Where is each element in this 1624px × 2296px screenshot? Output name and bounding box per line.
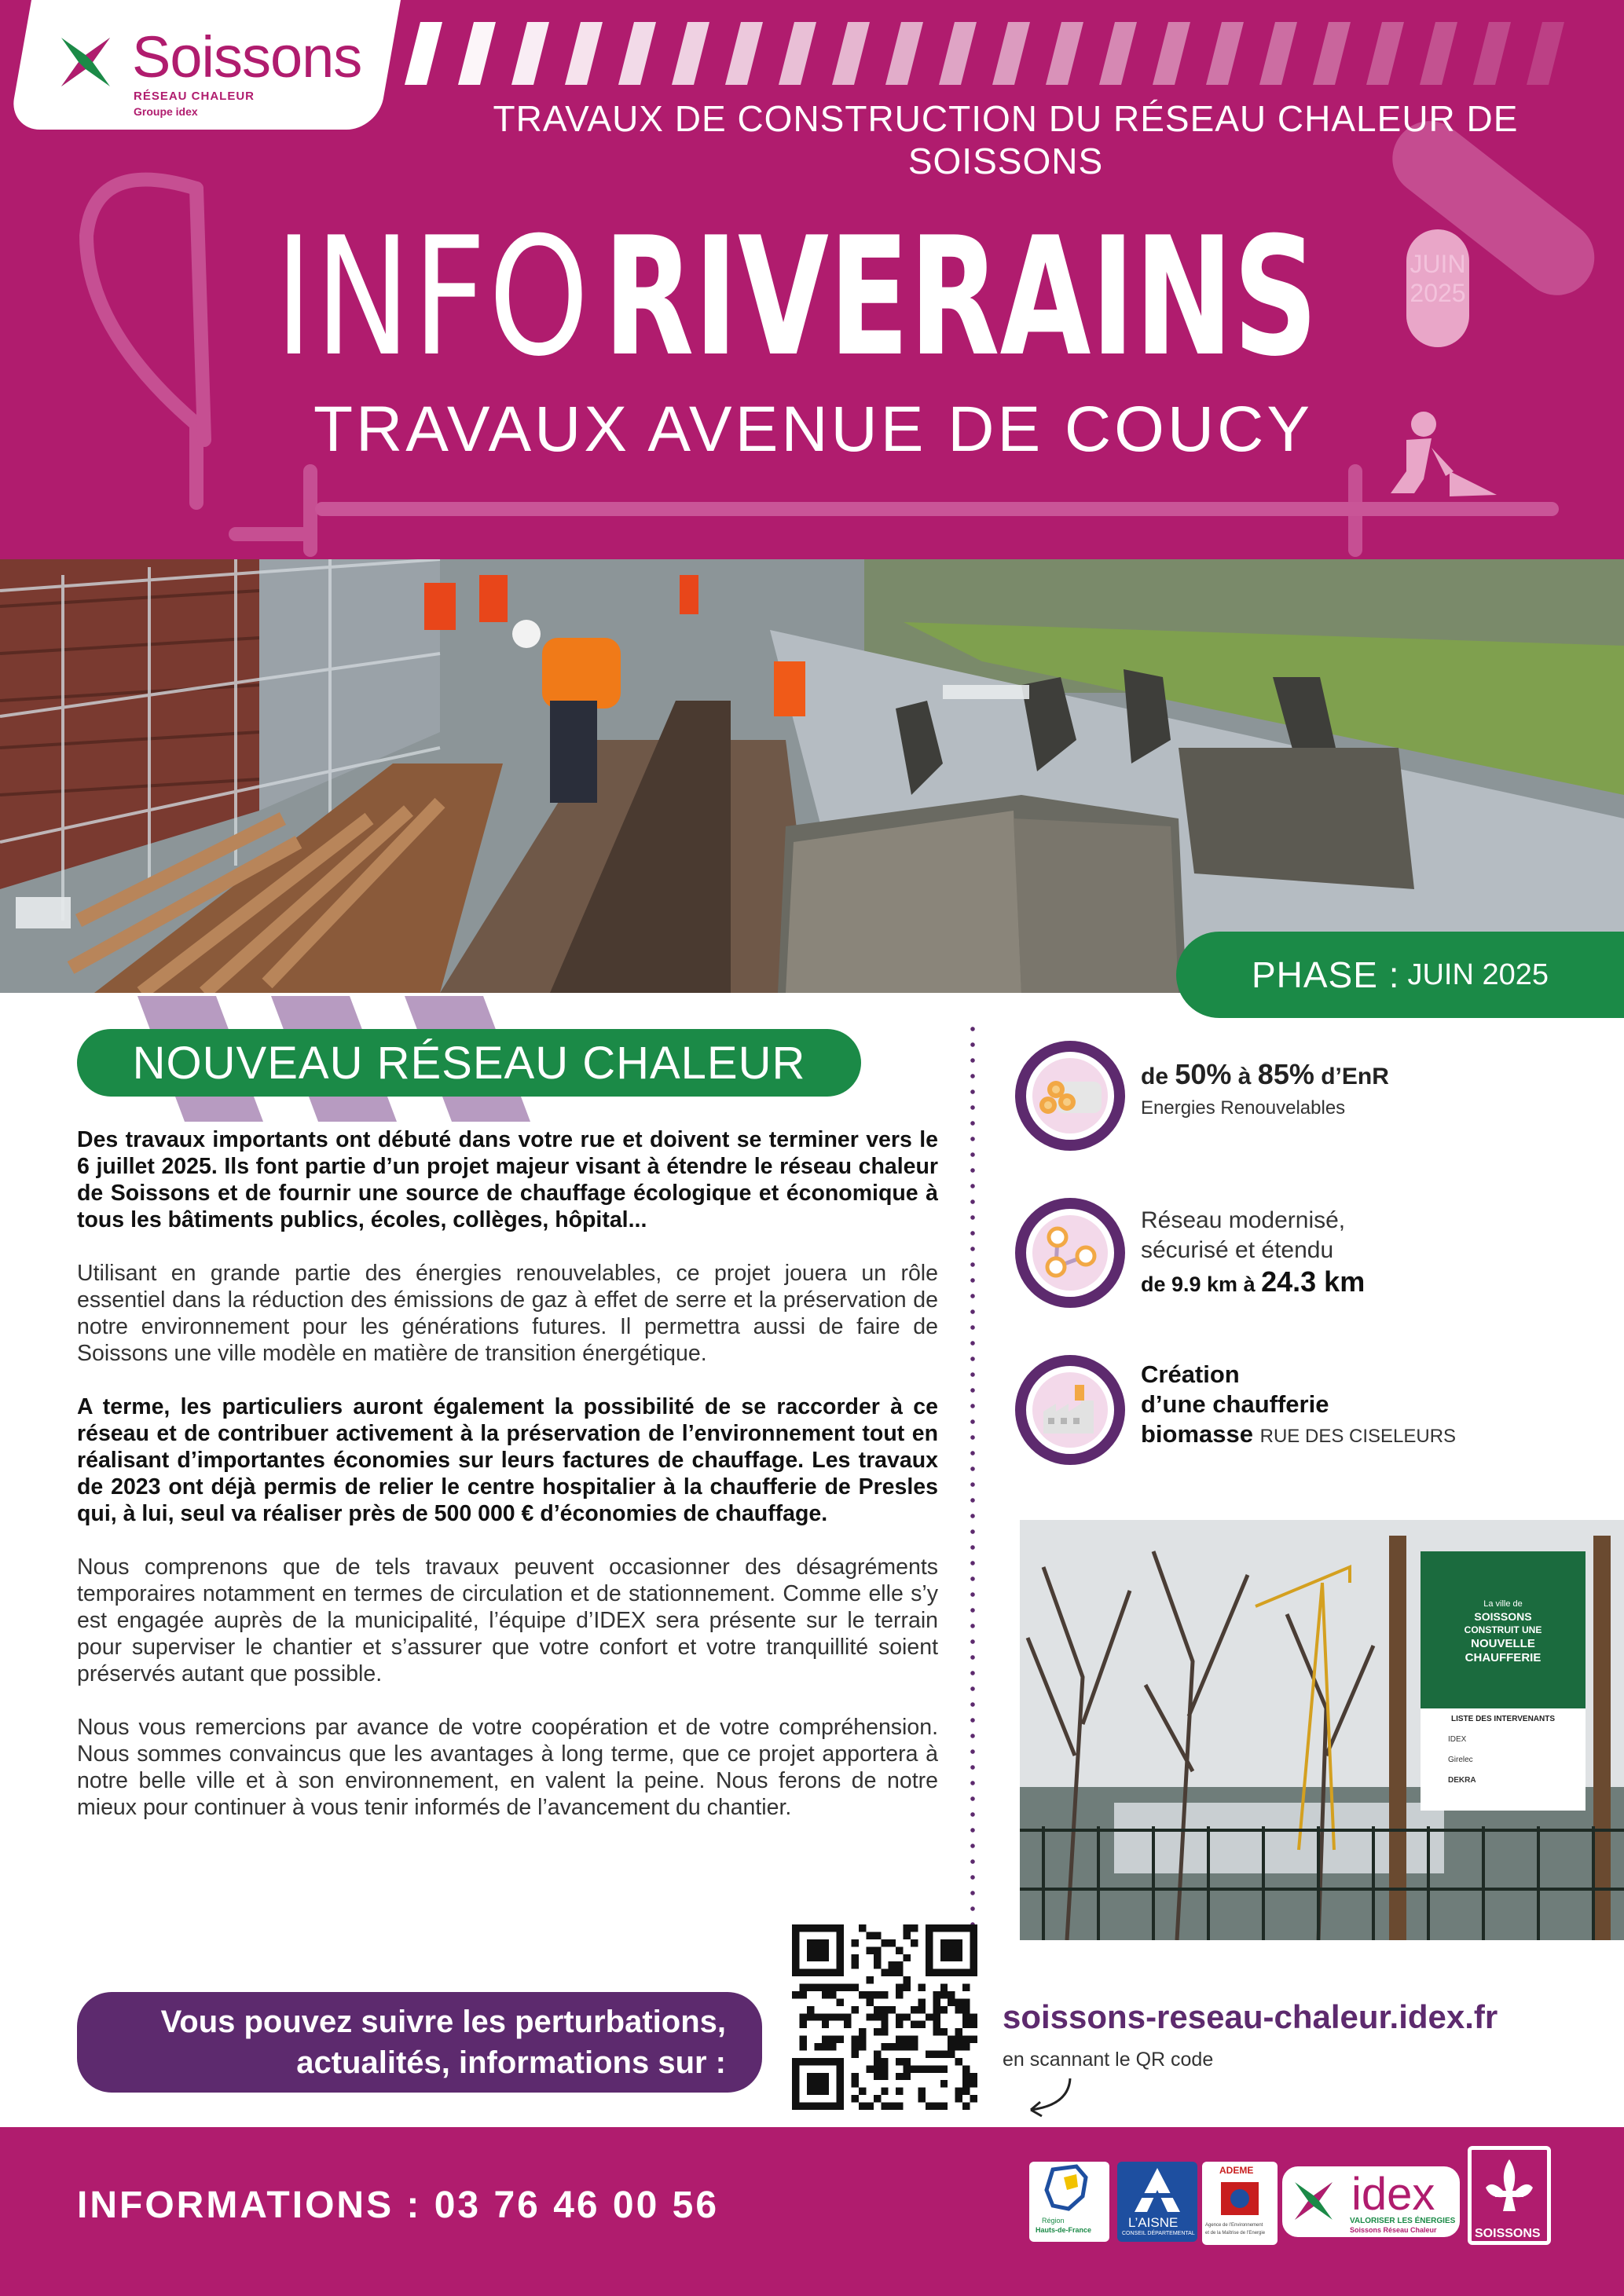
factory-icon: [1015, 1355, 1125, 1465]
sign-list-title: LISTE DES INTERVENANTS: [1450, 1715, 1556, 1723]
cta-box: [77, 1992, 762, 2093]
logo-region-hdf: Région Hauts-de-France: [1029, 2162, 1109, 2242]
ademe-emblem-icon: [1218, 2179, 1262, 2218]
title-light: INFO: [275, 203, 592, 393]
france-map-icon: [1029, 2162, 1109, 2217]
biomass-line1: Création: [1141, 1360, 1240, 1388]
logo-soissons-city: SOISSONS: [1468, 2146, 1551, 2245]
website-link[interactable]: soissons-reseau-chaleur.idex.fr: [1003, 1998, 1498, 2035]
paragraph-4: Nous comprenons que de tels travaux peuvent occasionner des désagréments temporaires notamment en termes de circulation et de stationnement. Comme elle s’y est engagée auprès de la municipalité, l’équipe d’IDEX sera présente sur le terrain pour superviser le chantier et s’assurer que votre confort et votre tranquillité soient préservés autant que possible.: [77, 1554, 938, 1686]
article-body: [77, 1126, 938, 1847]
footer-bar: [0, 2127, 1624, 2296]
hazard-stripe: [1046, 22, 1083, 85]
hazard-stripe: [1366, 22, 1404, 85]
feature-biomass: [1015, 1355, 1581, 1473]
feature-network: [1015, 1198, 1581, 1316]
hazard-stripe: [565, 22, 603, 85]
network-length: de 9.9 km à 24.3 km: [1141, 1265, 1366, 1298]
sign-line2: SOISSONS: [1474, 1610, 1532, 1623]
hazard-stripe: [779, 22, 816, 85]
hazard-stripe: [458, 22, 496, 85]
biomass-line2: d’une chaufferie: [1141, 1390, 1329, 1418]
scan-caption: en scannant le QR code: [1003, 2049, 1214, 2071]
section-title: NOUVEAU RÉSEAU CHALEUR: [77, 1029, 861, 1097]
hazard-stripe: [725, 22, 763, 85]
hazard-stripe: [405, 22, 442, 85]
hazard-stripe: [1206, 22, 1244, 85]
phase-label: PHASE :: [1251, 954, 1400, 995]
logo-ademe: ADEME Agence de l’Environnement et de la Maîtrise de l’Energie: [1202, 2162, 1278, 2245]
feature-renewables: [1015, 1041, 1581, 1159]
hazard-stripe: [672, 22, 709, 85]
renewables-range: de 50% à 85% d’EnR: [1141, 1058, 1389, 1090]
info-phone[interactable]: INFORMATIONS : 03 76 46 00 56: [77, 2184, 720, 2226]
idex-cross-icon: [1290, 2177, 1337, 2225]
title-bold: RIVERAINS: [603, 203, 1318, 393]
page-title: [275, 203, 1318, 393]
phase-value: JUIN 2025: [1407, 958, 1549, 991]
sign-company-1: IDEX: [1448, 1735, 1467, 1744]
soissons-logo[interactable]: [55, 24, 385, 126]
hazard-stripe: [992, 22, 1030, 85]
page-subtitle: TRAVAUX AVENUE DE COUCY: [313, 394, 1314, 465]
hazard-stripe: [832, 22, 870, 85]
hazard-stripe: [1313, 22, 1351, 85]
header-date: [1395, 250, 1481, 308]
cta-line1: Vous pouvez suivre les perturbations,: [160, 2005, 726, 2039]
qr-code[interactable]: [792, 1924, 977, 2110]
aisne-a-icon: [1117, 2162, 1197, 2217]
phase-badge: [1176, 932, 1624, 1018]
sign-line3: CONSTRUIT UNE: [1464, 1624, 1542, 1635]
hazard-stripe: [618, 22, 656, 85]
worksite-photo: [0, 559, 1624, 993]
paragraph-1: Des travaux importants ont débuté dans votre rue et doivent se terminer vers le 6 juillet 2025. Ils font partie d’un projet majeur visant à étendre le réseau chaleur de Soissons et de fournir une source de chauffage écologique et économique à tous les bâtiments publics, écoles, collèges, hôpital...: [77, 1127, 938, 1232]
network-line2: sécurisé et étendu: [1141, 1237, 1334, 1263]
hazard-stripe: [1527, 22, 1564, 85]
hazard-stripe: [1259, 22, 1297, 85]
hazard-stripe: [1153, 22, 1190, 85]
wood-logs-icon: [1015, 1041, 1125, 1151]
hazard-stripes: [405, 22, 1624, 93]
sign-company-2: Girelec: [1448, 1756, 1473, 1764]
logo-idex: idex VALORISER LES ÉNERGIES Soissons Réseau Chaleur: [1282, 2166, 1460, 2237]
worksite-illustration: [0, 559, 1624, 993]
dotted-divider: [970, 1021, 975, 1964]
hazard-stripe: [939, 22, 977, 85]
date-month: JUIN: [1410, 250, 1466, 278]
date-year: 2025: [1410, 278, 1466, 307]
header-kicker: TRAVAUX DE CONSTRUCTION DU RÉSEAU CHALEUR DE SOISSONS: [493, 98, 1519, 181]
sign-line5: CHAUFFERIE: [1465, 1651, 1542, 1664]
brand-sub-group: Groupe idex: [134, 105, 198, 118]
network-line1: Réseau modernisé,: [1141, 1207, 1346, 1233]
header-banner: [0, 0, 1624, 559]
brand-sub-network: RÉSEAU CHALEUR: [134, 90, 255, 103]
sign-line4: NOUVELLE: [1471, 1637, 1535, 1650]
brand-name: Soissons: [132, 24, 362, 90]
renewables-caption: Energies Renouvelables: [1141, 1097, 1346, 1119]
paragraph-2: Utilisant en grande partie des énergies renouvelables, ce projet jouera un rôle essentiel dans la réduction des émissions de gaz à effet de serre et la préservation de notre environnement pour les générations futures. Il permettra aussi de faire de Soissons une ville modèle en matière de transition énergétique.: [77, 1261, 938, 1366]
hazard-stripe: [1420, 22, 1457, 85]
sign-line1: La ville de: [1483, 1599, 1523, 1609]
cross-logo-icon: [55, 31, 116, 93]
hazard-stripe: [1099, 22, 1137, 85]
logo-aisne: L’AISNE CONSEIL DÉPARTEMENTAL: [1117, 2162, 1197, 2242]
paragraph-3: A terme, les particuliers auront également la possibilité de se raccorder à ce réseau et de contribuer activement à la préservation de l’environnement tout en réalisant d’importantes économies sur leurs factures de chauffage. Les travaux de 2023 ont déjà permis de relier le centre hospitalier à la chaufferie de Presles qui, à lui, seul va réaliser près de 500 000 € d’économies de chauffage.: [77, 1394, 938, 1526]
biomass-line3: biomasse RUE DES CISELEURS: [1141, 1420, 1457, 1448]
cta-line2: actualités, informations sur :: [296, 2045, 726, 2080]
worker-digging-icon: [1391, 412, 1497, 496]
curved-arrow-icon: [1021, 2074, 1076, 2121]
sign-company-3: DEKRA: [1448, 1776, 1476, 1785]
hazard-stripe: [511, 22, 549, 85]
paragraph-5: Nous vous remercions par avance de votre coopération et de votre compréhension. Nous sommes convaincus que les avantages à long terme, que ce projet apportera à notre belle ville et à son environnement, en valent la peine. Nous ferons de notre mieux pour continuer à vous tenir informés de l’avancement du chantier.: [77, 1715, 938, 1820]
boiler-site-photo: [1020, 1520, 1624, 1940]
hazard-stripe: [885, 22, 923, 85]
network-nodes-icon: [1015, 1198, 1125, 1308]
hazard-stripe: [1473, 22, 1511, 85]
fleur-de-lis-icon: [1481, 2156, 1538, 2219]
